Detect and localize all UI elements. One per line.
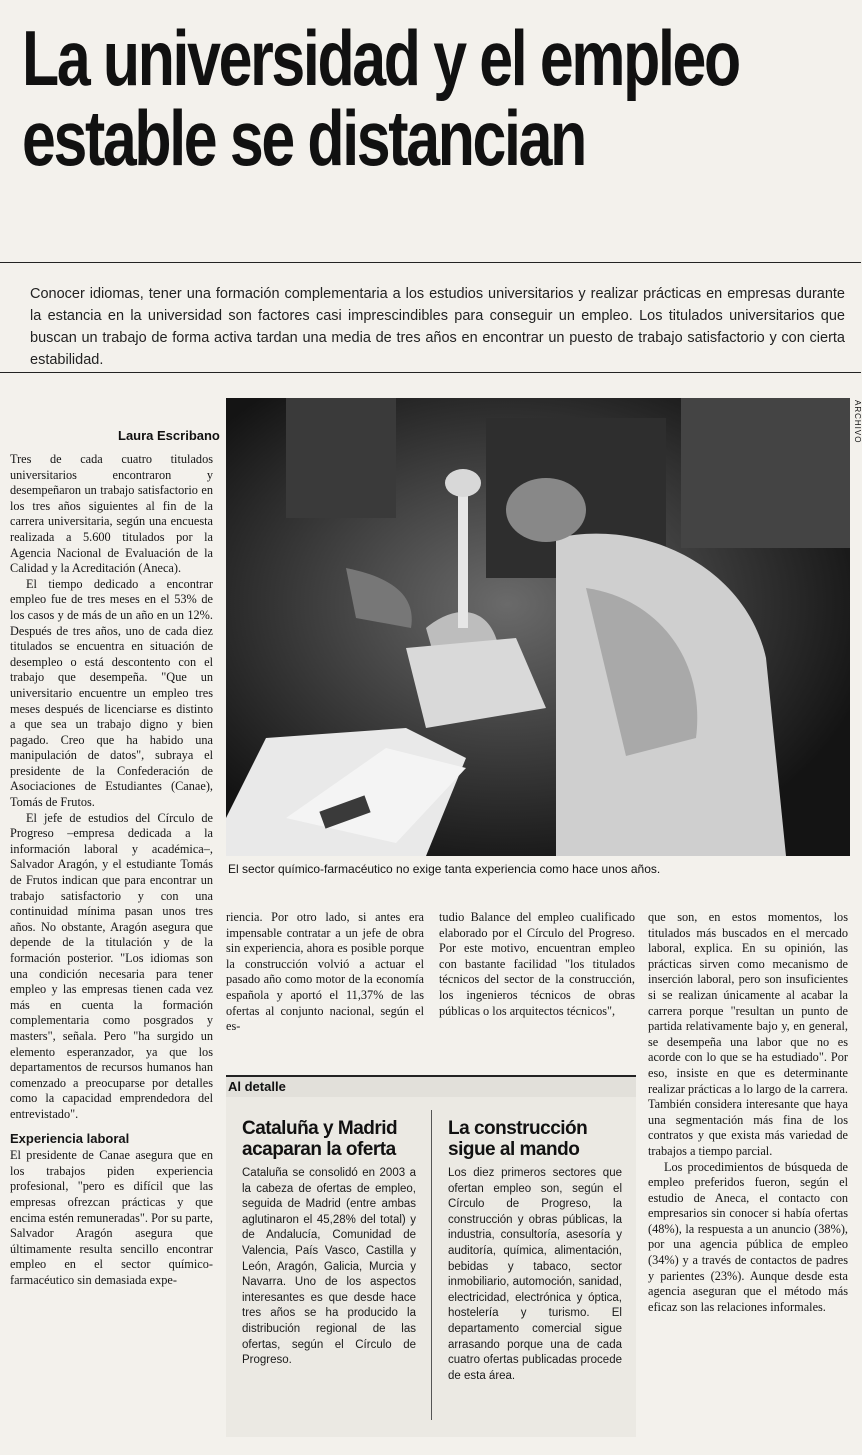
sidebox-tab-label: Al detalle (228, 1079, 286, 1094)
sidebox-right-title: La construcción sigue al mando (448, 1118, 588, 1160)
headline-line-2: estable se distancian (22, 94, 585, 182)
lead-paragraph: Conocer idiomas, tener una formación complementaria a los estudios universitarios y realizar prácticas en empresas durante la estancia en la universidad son factores casi imprescindibles para conseguir un empleo. Los titulados universitarios que buscan un trabajo de forma activa tardan una media de tres años en encontrar un puesto de trabajo satisfactorio y con cierta estabilidad. (30, 286, 845, 368)
paragraph: Tres de cada cuatro titulados universitarios encontraron y desempeñaron un trabajo satisfactorio en los tres años siguientes al fin de la carrera universitaria, según una encuesta realizada a 5.600 titulados por la Agencia Nacional de Evaluación de la Calidad y la Acreditación (Aneca). (10, 452, 213, 576)
photo (226, 398, 850, 856)
photo-caption: El sector químico-farmacéutico no exige tanta experiencia como hace unos años. (228, 862, 661, 876)
paragraph: El presidente de Canae asegura que en los trabajos piden experiencia profesional, "pero es difícil que las empresas ofrezcan prácticas y que encima estén remuneradas". Por su parte, Salvador Aragón asegura que últimamente resulta sencillo encontrar empleo en el sector químico-farmacéutico sin demasiada expe- (10, 1148, 213, 1287)
headline-line-1: La universidad y el empleo (22, 14, 739, 102)
column-2 (226, 910, 424, 1035)
sidebox-tab (226, 1075, 636, 1098)
sidebox-left (242, 1118, 416, 1369)
paragraph: que son, en estos momentos, los titulados más buscados en el mercado laboral, explica. En su opinión, las prácticas sirven como mecanismo de inserción laboral, pero son insuficientes si se realizan únicamente al acabar la carrera porque "resultan un punto de partida relativamente bajo y, en general, se desempeña una labor que no es acorde con lo que se ha estudiado". Por eso, insiste en que es determinante realizar prácticas a lo largo de la carrera. También considera interesante que haya una segmentación más fina de los contratos y que exista más variedad de trabajos a tiempo parcial. (648, 910, 848, 1158)
column-1 (10, 452, 213, 1288)
column-4 (648, 910, 848, 1315)
paragraph: riencia. Por otro lado, si antes era impensable contratar a un jefe de obra sin experiencia, ahora es posible porque la construcción volvió a actuar el pasado año como motor de la economía española y aportó el 11,37% de las ofertas al conjunto nacional, según el es- (226, 910, 424, 1034)
subheading: Experiencia laboral (10, 1130, 130, 1146)
paragraph: tudio Balance del empleo cualificado elaborado por el Círculo del Progreso. Por este motivo, encuentran empleo con bastante facilidad "los titulados técnicos del sector de la construcción, los ingenieros técnicos de obras públicas o los arquitectos técnicos", (439, 910, 635, 1018)
photo-credit: ARCHIVO (853, 400, 862, 444)
lab-worker-photo (226, 398, 850, 856)
byline: Laura Escribano (118, 428, 220, 443)
column-3 (439, 910, 635, 1019)
top-rule (0, 262, 861, 263)
paragraph: El tiempo dedicado a encontrar empleo fue de tres meses en el 53% de los casos y de más de un año en un 12%. Después de tres años, uno de cada diez titulados se encuentra en situación de desempleo o está descontento con el trabajo que desempeña. "Que un universitario encuentre un empleo tres meses después de licenciarse es distinto a que sea un trabajo digno y bien pagado. Creo que ha habido una manipulación de datos", subraya el presidente de la Confederación de Asociaciones de Estudiantes (Canae), Tomás de Frutos. (10, 576, 213, 810)
sidebox-divider (431, 1110, 432, 1420)
sidebox-right (448, 1118, 622, 1384)
sidebox-left-text: Cataluña se consolidó en 2003 a la cabeza de ofertas de empleo, seguida de Madrid (entre ambas aglutinaron el 45,28% del total) y de Andalucía, Comunidad de Valencia, País Vasco, Castilla y León, Aragón, Galicia, Murcia y Navarra. Uno de los aspectos interesantes es que desde hace tres años se ha producido la distribución regional de las ofertas, según el Círculo de Progreso. (242, 1167, 416, 1367)
sidebox-right-text: Los diez primeros sectores que ofertan empleo son, según el Círculo de Progreso, la construcción y obras públicas, la industria, consultoría, asesoría y auditoría, química, alimentación, bebidas y tabaco, sector inmobiliario, automoción, sanidad, electricidad, electrónica y óptica, hostelería y turismo. El departamento comercial sigue arrasando porque una de cada cuatro ofertas publicadas procede de esta área. (448, 1167, 622, 1382)
headline (22, 14, 849, 182)
paragraph: El jefe de estudios del Círculo de Progreso –empresa dedicada a la información laboral y académica–, Salvador Aragón, y el estudiante Tomás de Frutos indican que para encontrar un trabajo satisfactorio y con una continuidad mínima pasan unos tres años. No obstante, Aragón asegura que depende de la titulación y de la formación posterior. "Los idiomas son una condición necesaria para tener empleo y las empresas tienen cada vez más en cuenta la formación complementaria como posgrados y masters", señala. Pero "ha surgido un elemento esperanzador, ya que los departamentos de recursos humanos han comenzado a preocuparse por detalles como la capacidad emprendedora del entrevistado". (10, 810, 213, 1121)
lead-rule (0, 372, 861, 373)
sidebox-left-title: Cataluña y Madrid acaparan la oferta (242, 1118, 398, 1160)
paragraph: Los procedimientos de búsqueda de empleo preferidos fueron, según el estudio de Aneca, el contacto con empresarios sin conocer si había ofertas (48%), la respuesta a un anuncio (38%), por una agencia pública de empleo (34%) y a través de contactos de padres y parientes (23%). Aunque desde esta agencia aseguran que el método más eficaz son las relaciones informales. (648, 1159, 848, 1314)
